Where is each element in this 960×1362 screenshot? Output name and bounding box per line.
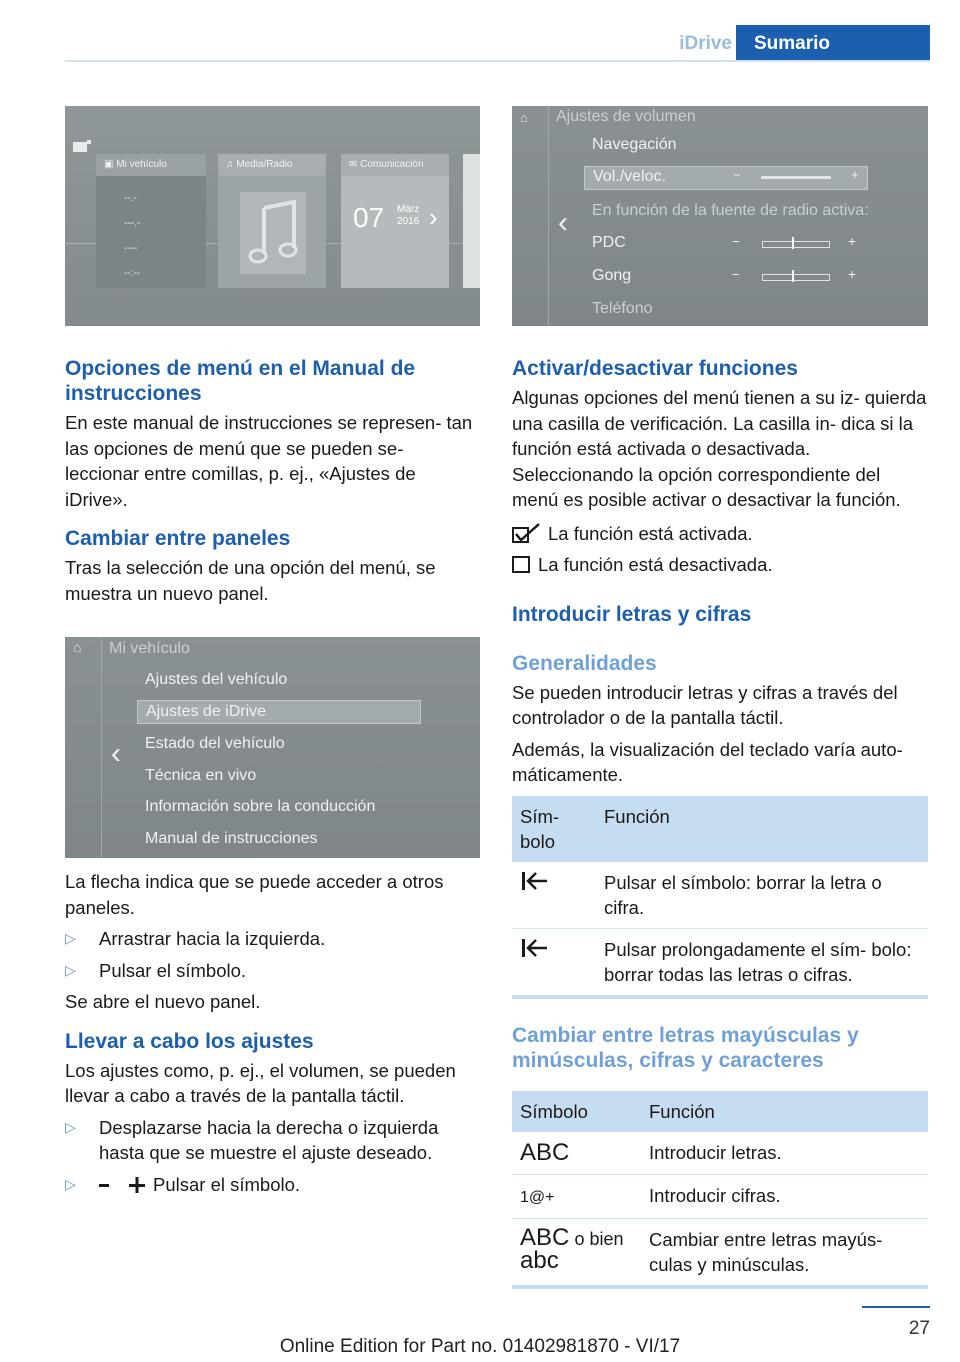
triangle-bullet-icon: ▷ — [65, 1175, 76, 1192]
triangle-bullet-icon: ▷ — [65, 961, 76, 978]
menu-icon — [71, 138, 93, 156]
paragraph: Se abre el nuevo panel. — [65, 991, 261, 1012]
list-item: ▷ Arrastrar hacia la izquierda. — [65, 926, 480, 952]
backspace-icon — [520, 937, 550, 959]
table-header: Función — [641, 1091, 928, 1132]
menu-item-selected: Ajustes de iDrive — [137, 700, 421, 724]
tile-comunicacion: ✉ Comunicación 07 März 2016 › — [341, 154, 449, 288]
table-row — [512, 1132, 928, 1175]
table-row — [512, 1218, 928, 1287]
list-item: ▷ Pulsar el símbolo. — [65, 1172, 480, 1198]
tile-media-radio: ♫ Media/Radio — [218, 154, 326, 288]
heading-activate-functions: Activar/desactivar funciones — [512, 357, 798, 380]
date-day: 07 — [353, 202, 385, 233]
row-value: --:-- — [124, 268, 141, 279]
heading-menu-options: Opciones de menú en el Manual de instrucciones — [65, 357, 416, 405]
table-cell: Pulsar el símbolo: borrar la letra o cifra. — [596, 862, 928, 929]
minus-icon: − — [732, 267, 740, 282]
menu-item-selected: Vol./veloc. − + — [584, 166, 868, 190]
tile-mi-vehiculo: ▣ Mi vehículo --.- ---.- ---- --:-- — [96, 154, 206, 288]
slider-track — [762, 274, 830, 281]
list-item: ▷ Pulsar el símbolo. — [65, 958, 480, 984]
checkbox-empty-icon — [512, 554, 532, 574]
menu-item: PDC — [592, 234, 626, 251]
minus-icon: − — [732, 234, 740, 249]
checkbox-legend-off: La función está desactivada. — [512, 552, 928, 578]
volume-settings-screenshot — [512, 106, 928, 326]
checkbox-legend-on: La función está activada. — [512, 521, 928, 547]
header-rule — [65, 60, 930, 62]
row-value: --.- — [124, 193, 137, 204]
heading-switch-case: Cambiar entre letras mayúsculas y minúsculas, cifras y caracteres — [512, 1023, 859, 1072]
table-cell: Introducir cifras. — [641, 1174, 928, 1218]
table-cell: Cambiar entre letras mayús‐ culas y minúsculas. — [641, 1218, 928, 1287]
triangle-bullet-icon: ▷ — [65, 1118, 76, 1135]
slider-thumb — [792, 270, 794, 282]
home-icon: ⌂ — [520, 110, 528, 125]
heading-make-settings: Llevar a cabo los ajustes — [65, 1029, 314, 1053]
heading-enter-letters: Introducir letras y cifras — [512, 602, 752, 626]
paragraph: Tras la selección de una opción del menú, se muestra un nuevo panel. — [65, 557, 436, 604]
footer-rule — [862, 1306, 930, 1308]
table-row — [512, 862, 928, 929]
menu-item: Estado del vehículo — [145, 735, 285, 752]
header-section: iDrive — [679, 33, 732, 54]
numbers-symbol-icon: 1@+ — [520, 1188, 555, 1206]
table-row — [512, 1174, 928, 1218]
music-note-icon — [238, 190, 308, 276]
footer-edition: Online Edition for Part no. 01402981870 - VI/17 — [279, 1336, 681, 1357]
plus-icon: + — [848, 233, 857, 249]
minus-plus-icon — [99, 1177, 147, 1193]
paragraph: Los ajustes como, p. ej., el volumen, se pueden llevar a cabo a través de la pantalla táctil. — [65, 1059, 456, 1106]
menu-item: Gong — [592, 267, 632, 284]
input-mode-table — [512, 1091, 928, 1289]
uppercase-abc-icon: ABC — [520, 1138, 570, 1166]
table-header: Símbolo — [512, 1091, 641, 1132]
screen-title: Mi vehículo — [109, 640, 190, 657]
chevron-left-icon: ‹ — [558, 206, 568, 239]
slider-track — [762, 241, 830, 248]
vehicle-menu-screenshot — [65, 637, 480, 858]
row-value: ---- — [124, 243, 138, 254]
menu-item: Ajustes del vehículo — [145, 671, 288, 688]
idrive-home-screenshot — [65, 106, 480, 326]
header-chapter: Sumario — [736, 25, 930, 62]
table-row — [512, 928, 928, 997]
paragraph: La flecha indica que se puede acceder a otros paneles. — [65, 871, 444, 918]
slider-thumb — [792, 237, 794, 249]
home-icon: ⌂ — [73, 639, 82, 655]
tile-label: Media/Radio — [236, 159, 293, 170]
table-header: Sím‐ bolo — [512, 796, 596, 862]
chevron-right-icon: › — [429, 202, 438, 232]
chevron-left-icon: ‹ — [111, 737, 121, 770]
heading-general: Generalidades — [512, 651, 657, 675]
screen-title: Ajustes de volumen — [556, 108, 696, 125]
paragraph: En este manual de instrucciones se represen‐ tan las opciones de menú que se pueden se‐ leccionar entre comillas, p. ej., «Ajustes de iDrive». — [65, 412, 473, 510]
backspace-icon — [520, 870, 550, 892]
or-text: o bien — [574, 1228, 624, 1249]
page-number: 27 — [908, 1318, 930, 1339]
table-header: Función — [596, 796, 928, 862]
date-month: März — [397, 204, 420, 215]
lowercase-abc-icon: abc — [520, 1246, 559, 1274]
tile-label: Mi vehículo — [116, 159, 167, 170]
paragraph: Además, la visualización del teclado varía auto‐ máticamente. — [512, 738, 903, 785]
menu-item: Información sobre la conducción — [145, 798, 376, 815]
row-value: ---.- — [124, 218, 141, 229]
paragraph: Se pueden introducir letras y cifras a través del controlador o de la pantalla táctil. — [512, 681, 898, 728]
table-cell: Pulsar prolongadamente el sím‐ bolo: borrar todas las letras o cifras. — [596, 928, 928, 997]
menu-item: Navegación — [592, 136, 677, 153]
menu-item: Manual de instrucciones — [145, 830, 318, 847]
menu-item: Técnica en vivo — [145, 767, 257, 784]
triangle-bullet-icon: ▷ — [65, 930, 76, 946]
uppercase-abc-icon: ABC — [520, 1223, 570, 1251]
checkbox-checked-icon — [512, 523, 542, 543]
heading-switch-panels: Cambiar entre paneles — [65, 527, 291, 550]
date-year: 2016 — [397, 216, 420, 227]
paragraph: Algunas opciones del menú tienen a su iz‐ quierda una casilla de verificación. La casilla in‐ dica si la función está activada o desactivada. Seleccionando la opción correspondiente del menú es posible activar o desactivar la función. — [512, 387, 927, 510]
menu-item: Teléfono — [592, 300, 653, 317]
table-cell: Introducir letras. — [641, 1132, 928, 1175]
plus-icon: + — [848, 266, 857, 282]
list-item: ▷ Desplazarse hacia la derecha o izquierda hasta que se muestre el ajuste deseado. — [65, 1116, 439, 1163]
delete-symbols-table — [512, 796, 928, 999]
tile-label: Comunicación — [360, 159, 424, 170]
menu-item: En función de la fuente de radio activa: — [592, 202, 869, 219]
